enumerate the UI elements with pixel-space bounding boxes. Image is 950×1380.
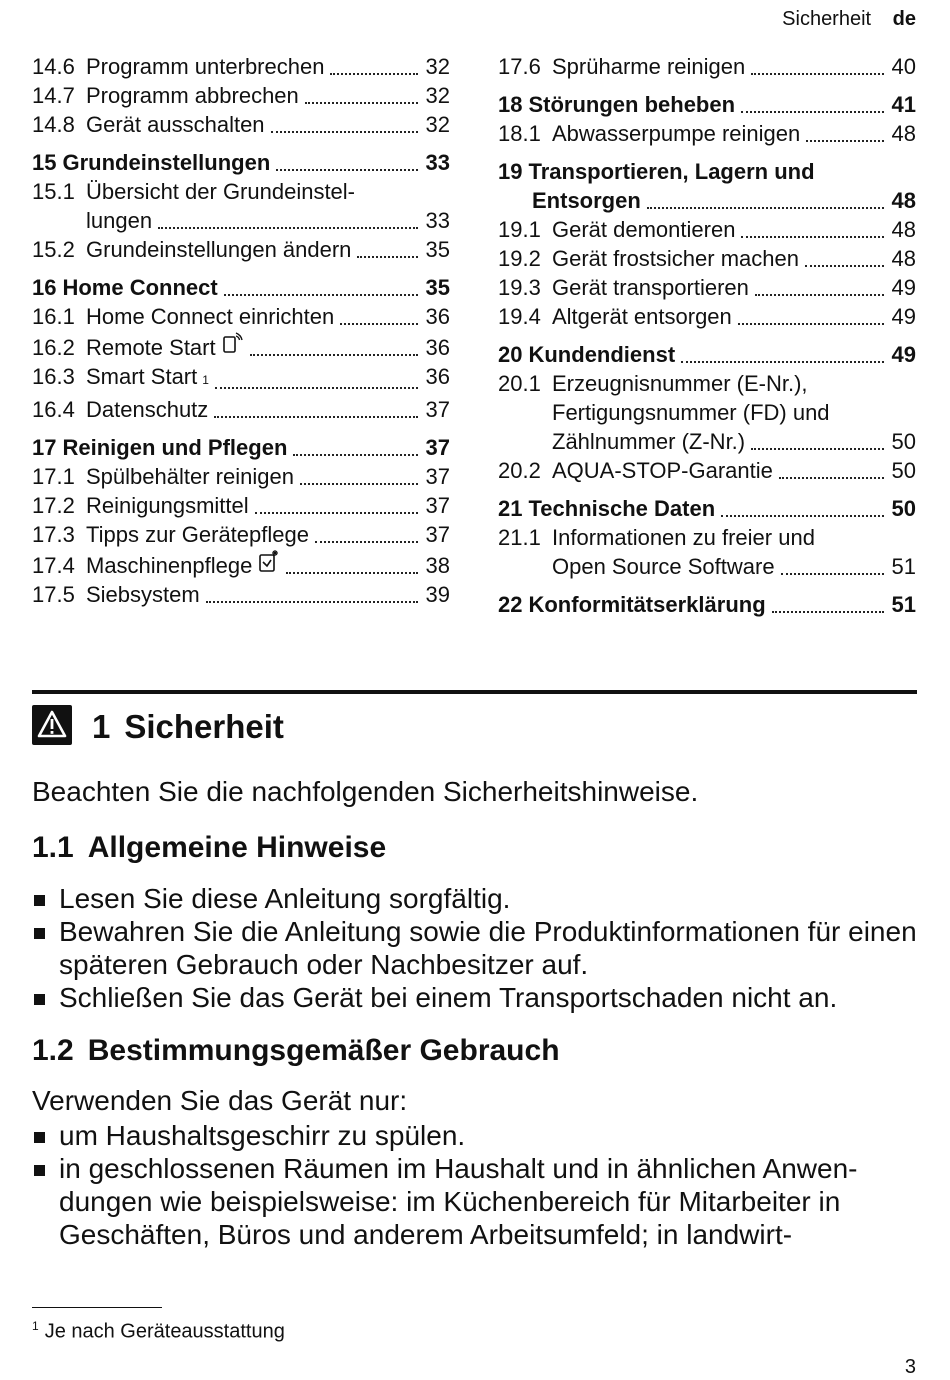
toc-number: 19.1 <box>498 217 541 242</box>
toc-row <box>32 52 450 81</box>
section-number: 1 <box>92 708 111 745</box>
toc-number: 16.1 <box>32 304 75 329</box>
toc-page-number: 48 <box>891 246 916 271</box>
dot-leader <box>741 230 883 238</box>
toc-page-number: 49 <box>891 342 916 367</box>
toc-row <box>498 590 916 619</box>
toc-chapter-entry <box>32 433 450 462</box>
toc-row <box>32 177 450 206</box>
toc-row <box>32 549 450 580</box>
subsection-title: Allgemeine Hinweise <box>87 831 387 864</box>
toc-number: 18 <box>498 92 523 117</box>
toc-row <box>32 520 450 549</box>
toc-row <box>32 362 450 395</box>
toc-title: Fertigungsnummer (FD) und <box>552 400 830 425</box>
toc-chapter-entry <box>32 273 450 302</box>
toc-row <box>32 81 450 110</box>
toc-row <box>32 433 450 462</box>
toc-entry <box>498 456 916 485</box>
toc-title: Tipps zur Gerätepflege <box>86 522 309 547</box>
toc-title: Gerät ausschalten <box>86 112 265 137</box>
toc-row <box>498 340 916 369</box>
toc-number: 20.2 <box>498 458 541 483</box>
intended-use-list <box>32 1119 922 1251</box>
toc-number: 16 <box>32 275 57 300</box>
dot-leader <box>255 506 418 514</box>
toc-row <box>32 462 450 491</box>
dot-leader <box>805 259 884 267</box>
toc-row <box>32 148 450 177</box>
dot-leader <box>215 381 418 389</box>
toc-title: Gerät transportieren <box>552 275 749 300</box>
toc-row <box>498 523 916 552</box>
toc-chapter-entry <box>498 340 916 369</box>
toc-row <box>32 580 450 609</box>
toc-entry <box>498 369 916 456</box>
toc-row <box>498 90 916 119</box>
footnote-reference: 1 <box>202 373 209 387</box>
toc-page-number: 40 <box>891 54 916 79</box>
dot-leader <box>271 125 418 133</box>
warning-icon <box>32 705 72 745</box>
toc-entry <box>32 81 450 110</box>
toc-page-number: 36 <box>425 335 450 360</box>
toc-page-number: 35 <box>425 237 450 262</box>
section-title: Sicherheit <box>124 708 284 745</box>
toc-number: 16.3 <box>32 364 75 389</box>
toc-page-number: 51 <box>891 554 916 579</box>
toc-page-number: 41 <box>891 92 916 117</box>
toc-title: Erzeugnisnummer (E-Nr.), <box>552 371 808 396</box>
section-divider <box>32 690 917 694</box>
toc-number: 14.6 <box>32 54 75 79</box>
toc-entry <box>32 110 450 139</box>
header-section-name: Sicherheit <box>782 8 872 30</box>
toc-row <box>498 215 916 244</box>
toc-title: Reinigen und Pflegen <box>62 435 288 460</box>
toc-title: Informationen zu freier und <box>552 525 815 550</box>
dot-leader <box>755 288 884 296</box>
toc-row <box>32 395 450 424</box>
toc-title: Gerät frostsicher machen <box>552 246 799 271</box>
toc-title: Abwasserpumpe reinigen <box>552 121 801 146</box>
toc-entry <box>498 273 916 302</box>
toc-number: 17.4 <box>32 553 75 578</box>
dot-leader <box>300 477 418 485</box>
dot-leader <box>806 134 883 142</box>
toc-title: Konformitätserklärung <box>528 592 766 617</box>
toc-title: Gerät demontieren <box>552 217 736 242</box>
toc-number: 19.4 <box>498 304 541 329</box>
toc-row <box>498 157 916 186</box>
toc-title: Remote Start <box>86 335 216 360</box>
remote-start-icon <box>222 331 244 362</box>
dot-leader <box>741 105 883 113</box>
toc-row <box>498 427 916 456</box>
toc-title: Grundeinstellungen ändern <box>86 237 352 262</box>
toc-entry <box>32 302 450 331</box>
toc-number: 18.1 <box>498 121 541 146</box>
toc-entry <box>498 302 916 331</box>
toc-title: Home Connect <box>62 275 218 300</box>
toc-row <box>498 186 916 215</box>
toc-number: 20.1 <box>498 371 541 396</box>
toc-title: Siebsystem <box>86 582 200 607</box>
toc-page-number: 32 <box>425 83 450 108</box>
toc-number: 14.8 <box>32 112 75 137</box>
toc-page-number: 49 <box>891 275 916 300</box>
toc-title: Transportieren, Lagern und <box>528 159 815 184</box>
toc-entry <box>32 52 450 81</box>
toc-row <box>32 302 450 331</box>
section-heading <box>92 708 284 746</box>
toc-page-number: 33 <box>425 150 450 175</box>
toc-row <box>498 369 916 398</box>
toc-entry <box>498 215 916 244</box>
toc-number: 17.1 <box>32 464 75 489</box>
toc-page-number: 37 <box>425 397 450 422</box>
toc-number: 19 <box>498 159 523 184</box>
toc-entry <box>32 362 450 395</box>
toc-number: 19.3 <box>498 275 541 300</box>
section-intro: Beachten Sie die nachfolgenden Sicherheitshinweise. <box>32 776 699 807</box>
subsection-number: 1.2 <box>32 1034 74 1067</box>
dot-leader <box>751 67 883 75</box>
toc-page-number: 32 <box>425 54 450 79</box>
toc-title: Programm unterbrechen <box>86 54 325 79</box>
toc-number: 17.2 <box>32 493 75 518</box>
toc-entry <box>498 523 916 581</box>
dot-leader <box>738 317 884 325</box>
toc-row <box>32 235 450 264</box>
toc-chapter-entry <box>32 148 450 177</box>
toc-number: 15.1 <box>32 179 75 204</box>
toc-number: 21.1 <box>498 525 541 550</box>
toc-title: Open Source Software <box>552 554 775 579</box>
dot-leader <box>305 96 418 104</box>
toc-title: Smart Start <box>86 364 198 389</box>
intended-use-intro: Verwenden Sie das Gerät nur: <box>32 1085 408 1116</box>
toc-page-number: 37 <box>425 522 450 547</box>
toc-title: Technische Daten <box>528 496 716 521</box>
machine-care-icon <box>258 549 280 580</box>
toc-entry <box>498 244 916 273</box>
toc-title: Sprüharme reinigen <box>552 54 746 79</box>
toc-page-number: 35 <box>425 275 450 300</box>
dot-leader <box>206 595 418 603</box>
dot-leader <box>772 605 884 613</box>
toc-number: 14.7 <box>32 83 75 108</box>
toc-page-number: 50 <box>891 429 916 454</box>
toc-page-number: 51 <box>891 592 916 617</box>
toc-row <box>32 110 450 139</box>
toc-number: 17.5 <box>32 582 75 607</box>
toc-entry <box>498 52 916 81</box>
toc-page-number: 37 <box>425 464 450 489</box>
toc-row <box>32 273 450 302</box>
toc-chapter-entry <box>498 157 916 215</box>
toc-title: Maschinenpflege <box>86 553 253 578</box>
subsection-heading-1-1 <box>32 831 386 865</box>
toc-row <box>498 273 916 302</box>
toc-page-number: 50 <box>891 496 916 521</box>
toc-page-number: 33 <box>425 208 450 233</box>
dot-leader <box>158 221 417 229</box>
toc-title: Home Connect einrichten <box>86 304 335 329</box>
toc-entry <box>32 177 450 235</box>
toc-title: Grundeinstellungen <box>62 150 271 175</box>
dot-leader <box>357 250 417 258</box>
toc-row <box>498 494 916 523</box>
toc-row <box>498 52 916 81</box>
dot-leader <box>250 348 418 356</box>
toc-title: lungen <box>86 208 153 233</box>
toc-title: Übersicht der Grundeinstel- <box>86 179 356 204</box>
toc-number: 19.2 <box>498 246 541 271</box>
subsection-title: Bestimmungsgemäßer Gebrauch <box>87 1034 560 1067</box>
footnote-text: Je nach Geräteausstattung <box>44 1320 285 1343</box>
toc-entry <box>32 491 450 520</box>
toc-number: 17.6 <box>498 54 541 79</box>
toc-row <box>32 206 450 235</box>
toc-entry <box>32 331 450 362</box>
toc-number: 17.3 <box>32 522 75 547</box>
dot-leader <box>224 288 418 296</box>
dot-leader <box>751 442 883 450</box>
toc-row <box>498 398 916 427</box>
toc-entry <box>32 520 450 549</box>
toc-row <box>32 331 450 362</box>
page-number: 3 <box>904 1356 916 1378</box>
toc-entry <box>32 580 450 609</box>
subsection-number: 1.1 <box>32 831 74 864</box>
subsection-heading-1-2 <box>32 1034 560 1068</box>
footnote-mark: 1 <box>32 1319 39 1333</box>
dot-leader <box>330 67 417 75</box>
dot-leader <box>647 201 884 209</box>
toc-page-number: 50 <box>891 458 916 483</box>
toc-page-number: 38 <box>425 553 450 578</box>
dot-leader <box>315 535 418 543</box>
list-item: Bewahren Sie die Anleitung sowie die Produktinformationen für einen späteren Gebrauch oder Nachbesitzer auf. <box>32 915 922 981</box>
toc-title: Programm abbrechen <box>86 83 299 108</box>
toc-entry <box>32 462 450 491</box>
toc-number: 16.2 <box>32 335 75 360</box>
toc-number: 15 <box>32 150 57 175</box>
toc-title: Datenschutz <box>86 397 209 422</box>
dot-leader <box>779 471 884 479</box>
dot-leader <box>721 509 883 517</box>
toc-page-number: 32 <box>425 112 450 137</box>
list-item: Lesen Sie diese Anleitung sorgfältig. <box>32 882 922 915</box>
toc-left-column <box>32 52 450 609</box>
toc-right-column <box>498 52 916 619</box>
toc-page-number: 37 <box>425 493 450 518</box>
toc-row <box>32 491 450 520</box>
toc-row <box>498 119 916 148</box>
header-language-code: de <box>892 8 916 30</box>
toc-page-number: 36 <box>425 364 450 389</box>
toc-number: 15.2 <box>32 237 75 262</box>
toc-title: Kundendienst <box>528 342 676 367</box>
dot-leader <box>276 163 417 171</box>
toc-title: Störungen beheben <box>528 92 736 117</box>
toc-page-number: 49 <box>891 304 916 329</box>
toc-row <box>498 244 916 273</box>
toc-entry <box>32 395 450 424</box>
toc-page-number: 48 <box>891 217 916 242</box>
toc-row <box>498 456 916 485</box>
dot-leader <box>340 317 417 325</box>
footnote <box>32 1319 285 1344</box>
toc-chapter-entry <box>498 90 916 119</box>
general-notes-list <box>32 882 922 1014</box>
toc-title: Entsorgen <box>532 188 641 213</box>
toc-title: Zählnummer (Z-Nr.) <box>552 429 746 454</box>
dot-leader <box>214 410 417 418</box>
toc-row <box>498 552 916 581</box>
footnote-divider <box>32 1307 162 1308</box>
toc-chapter-entry <box>498 494 916 523</box>
toc-page-number: 48 <box>891 188 916 213</box>
toc-page-number: 48 <box>891 121 916 146</box>
list-item: Schließen Sie das Gerät bei einem Transportschaden nicht an. <box>32 981 922 1014</box>
toc-title: Spülbehälter reinigen <box>86 464 294 489</box>
toc-title: Altgerät entsorgen <box>552 304 732 329</box>
toc-number: 17 <box>32 435 57 460</box>
list-item: um Haushaltsgeschirr zu spülen. <box>32 1119 922 1152</box>
toc-entry <box>498 119 916 148</box>
dot-leader <box>781 567 884 575</box>
dot-leader <box>681 355 883 363</box>
list-item: in geschlossenen Räumen im Haushalt und in ähnlichen Anwen-dungen wie beispielsweise: im Küchenbereich für Mitarbeiter in Geschäften, Büros und anderem Arbeitsumfeld; in landwirt- <box>32 1152 922 1251</box>
toc-page-number: 37 <box>425 435 450 460</box>
toc-row <box>498 302 916 331</box>
toc-entry <box>32 549 450 580</box>
toc-title: Reinigungsmittel <box>86 493 249 518</box>
toc-number: 22 <box>498 592 523 617</box>
dot-leader <box>293 448 417 456</box>
running-header <box>782 8 916 31</box>
toc-number: 20 <box>498 342 523 367</box>
toc-entry <box>32 235 450 264</box>
toc-title: AQUA-STOP-Garantie <box>552 458 773 483</box>
toc-number: 21 <box>498 496 523 521</box>
toc-chapter-entry <box>498 590 916 619</box>
toc-number: 16.4 <box>32 397 75 422</box>
toc-page-number: 39 <box>425 582 450 607</box>
dot-leader <box>286 566 417 574</box>
toc-page-number: 36 <box>425 304 450 329</box>
